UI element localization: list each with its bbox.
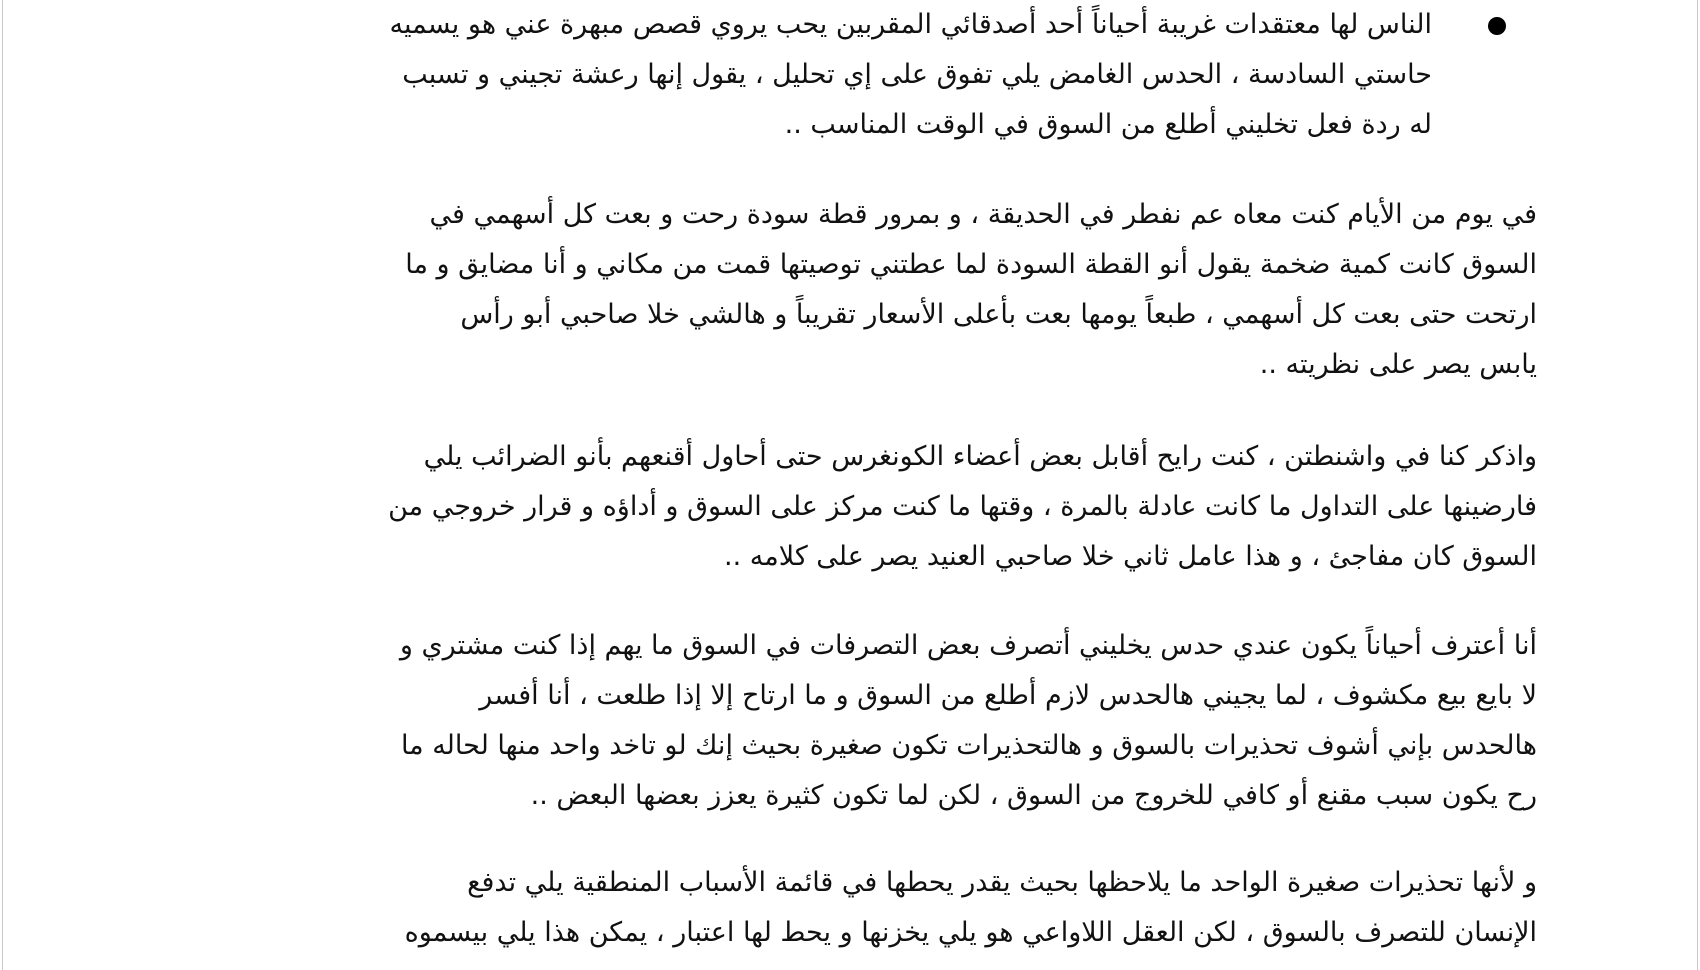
text-line: له ردة فعل تخليني أطلع من السوق في الوقت المناسب .. (784, 109, 1432, 140)
text-line: حاستي السادسة ، الحدس الغامض يلي تفوق على إي تحليل ، يقول إنها رعشة تجيني و تسبب (402, 59, 1432, 90)
text-line: فارضينها على التداول ما كانت عادلة بالمرة ، وقتها ما كنت مركز على السوق و أداؤه و قرار خروجي من (388, 491, 1537, 522)
text-line: السوق كان مفاجئ ، و هذا عامل ثاني خلا صاحبي العنيد يصر على كلامه .. (724, 541, 1537, 572)
text-line: الناس لها معتقدات غريبة أحياناً أحد أصدقائي المقربين يحب يروي قصص مبهرة عني هو يسميه (389, 9, 1432, 40)
text-line: الإنسان للتصرف بالسوق ، لكن العقل اللاواعي هو يلي يخزنها و يحط لها اعتبار ، يمكن هذا يلي بيسموه (404, 917, 1537, 948)
paragraph-3 (400, 621, 1537, 821)
text-line: السوق كانت كمية ضخمة يقول أنو القطة السودة لما عطتني توصيتها قمت من مكاني و أنا مضايق و ما (405, 249, 1537, 280)
text-line: ارتحت حتى بعت كل أسهمي ، طبعاً يومها بعت بأعلى الأسعار تقريباً و هالشي خلا صاحبي أبو رأس (460, 299, 1537, 330)
text-line: في يوم من الأيام كنت معاه عم نفطر في الحديقة ، و بمرور قطة سودة رحت و بعت كل أسهمي في (429, 199, 1537, 230)
paragraph-1 (405, 190, 1537, 390)
bullet-icon (1488, 17, 1506, 35)
text-line: هالحدس بإني أشوف تحذيرات بالسوق و هالتحذيرات تكون صغيرة بحيث إنك لو تاخد واحد منها لحاله ما (400, 730, 1537, 761)
page-right-border (1697, 0, 1698, 970)
page-left-border (2, 0, 3, 970)
text-line: أنا أعترف أحياناً يكون عندي حدس يخليني أتصرف بعض التصرفات في السوق ما يهم إذا كنت مشتري و (399, 630, 1537, 661)
paragraph-2 (388, 432, 1537, 582)
text-line: رح يكون سبب مقنع أو كافي للخروج من السوق ، لكن لما تكون كثيرة يعزز بعضها البعض .. (530, 780, 1537, 811)
text-line: و لأنها تحذيرات صغيرة الواحد ما يلاحظها بحيث يقدر يحطها في قائمة الأسباب المنطقية يلي تدفع (467, 867, 1537, 898)
bullet-paragraph (389, 0, 1432, 150)
text-line: يابس يصر على نظريته .. (1259, 349, 1537, 380)
text-line: واذكر كنا في واشنطتن ، كنت رايح أقابل بعض أعضاء الكونغرس حتى أحاول أقنعهم بأنو الضرائب يلي (423, 441, 1537, 472)
text-line: لا بايع بيع مكشوف ، لما يجيني هالحدس لازم أطلع من السوق و ما ارتاح إلا إذا طلعت ، أنا أفسر (479, 680, 1537, 711)
paragraph-4 (405, 858, 1537, 958)
